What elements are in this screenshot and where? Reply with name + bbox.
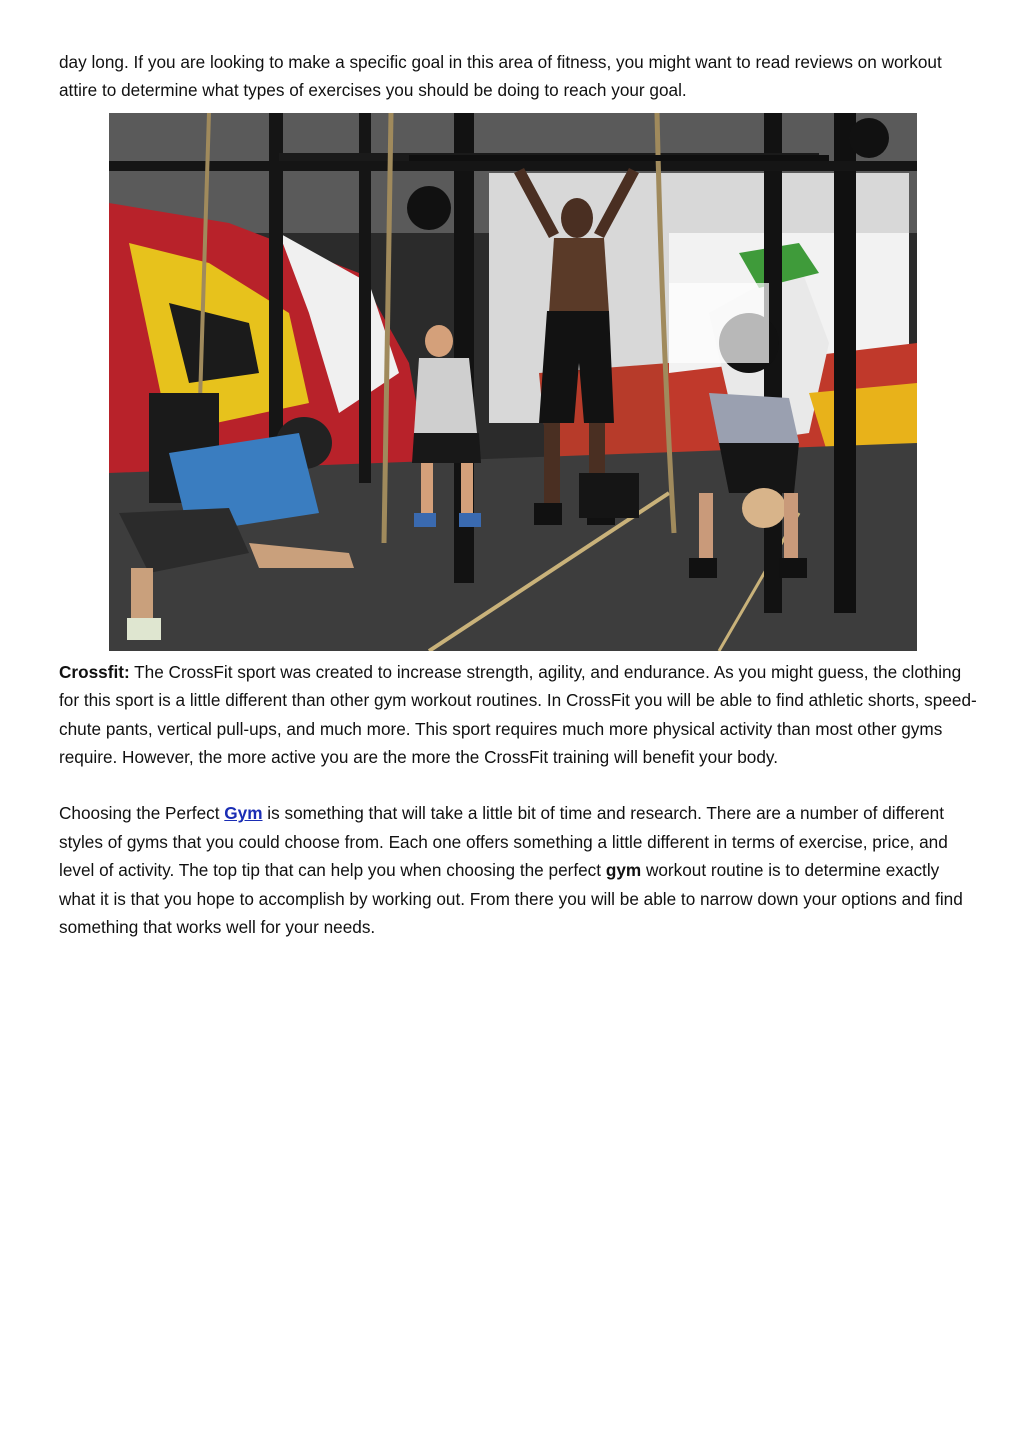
gym-bold-word: gym	[605, 860, 642, 881]
choosing-text-start: Choosing the Perfect	[59, 803, 225, 824]
document-page	[59, 48, 979, 941]
crossfit-heading: Crossfit:	[59, 661, 130, 682]
choosing-text-middle: is something that will take a little bit of time and research. There are a number of different styles of gyms that you could choose from. Each one offers something a little different in terms of exercise, price, and level of activity. The top tip that can help you when choosing the perfect	[59, 803, 948, 881]
gym-workout-photo	[109, 113, 917, 651]
gym-link[interactable]: Gym	[224, 803, 263, 824]
choosing-text-end: workout routine is to determine exactly what it is that you hope to accomplish by working out. From there you will be able to narrow down your options and find something that works well for your needs.	[59, 860, 963, 938]
crossfit-paragraph	[59, 658, 979, 772]
paragraph-spacer	[59, 771, 979, 799]
intro-paragraph: day long. If you are looking to make a specific goal in this area of fitness, you might want to read reviews on workout attire to determine what types of exercises you should be doing to reach your goal.	[59, 52, 942, 101]
choosing-paragraph	[59, 799, 979, 941]
crossfit-text: The CrossFit sport was created to increase strength, agility, and endurance. As you might guess, the clothing for this sport is a little different than other gym workout routines. In CrossFit you will be able to find athletic shorts, speed-chute pants, vertical pull-ups, and much more. This sport requires much more physical activity than most other gyms require. However, the more active you are the more the CrossFit training will benefit your body.	[59, 661, 977, 768]
